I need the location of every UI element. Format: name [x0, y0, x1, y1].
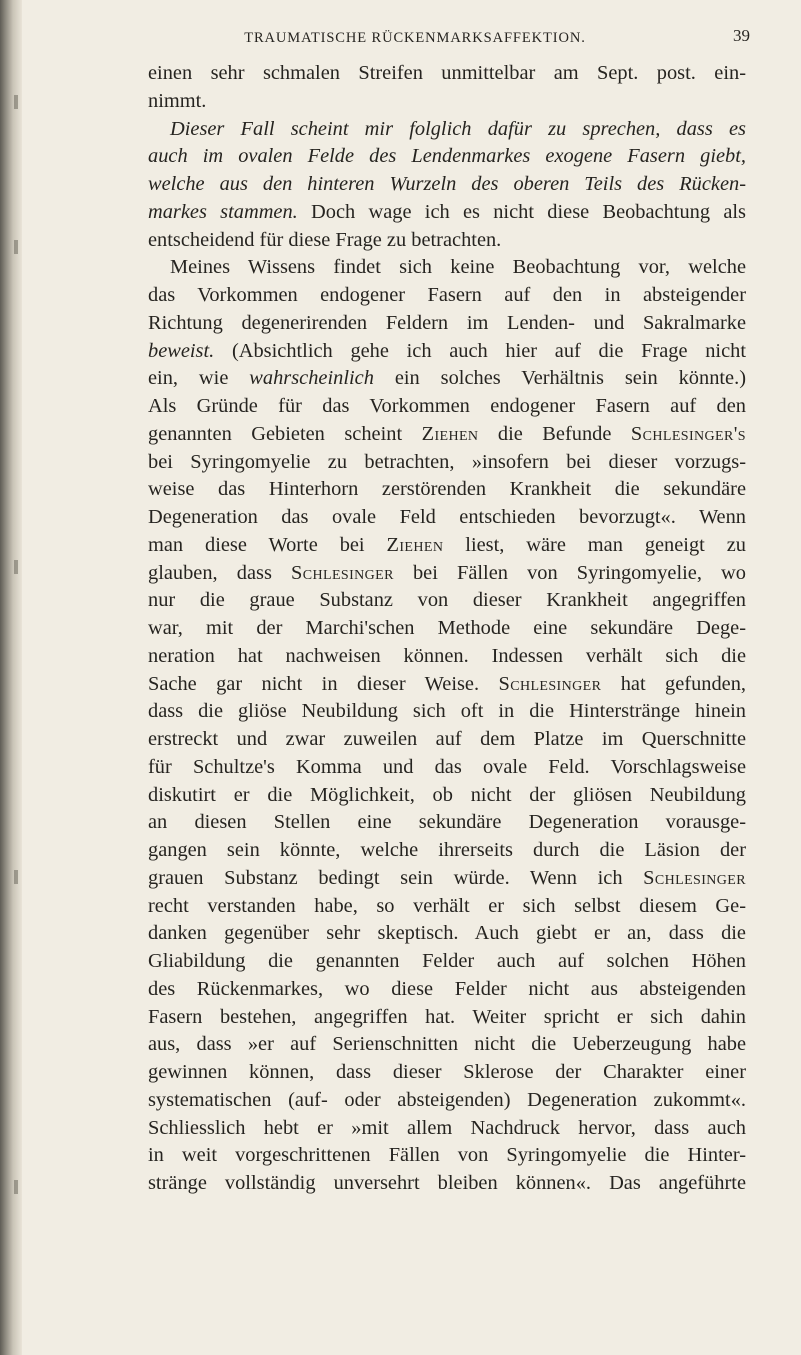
text-line: glauben, dass Schlesinger bei Fällen von Syringomyelie, wo: [148, 561, 746, 584]
text-line: entscheidend für diese Frage zu betrachten.: [148, 228, 502, 251]
text-line: einen sehr schmalen Streifen unmittelbar am Sept. post. ein-: [148, 62, 746, 84]
text-line: danken gegenüber sehr skeptisch. Auch giebt er an, dass die: [148, 922, 746, 945]
text-line: genannten Gebieten scheint Ziehen die Befunde Schlesinger's: [148, 422, 746, 445]
text-line: war, mit der Marchi'schen Methode eine sekundäre Dege-: [148, 617, 746, 639]
body-text: [148, 60, 746, 1198]
text-line: gewinnen können, dass dieser Sklerose der Charakter einer: [148, 1061, 746, 1083]
binding-mark: [14, 1180, 18, 1194]
binding-mark: [14, 560, 18, 574]
text-line: auch im ovalen Felde des Lendenmarkes exogene Fasern giebt,: [148, 145, 746, 168]
text-line: in weit vorgeschrittenen Fällen von Syringomyelie die Hinter-: [148, 1144, 746, 1167]
text-line: aus, dass »er auf Serienschnitten nicht die Ueberzeugung habe: [148, 1033, 746, 1056]
text-line: neration hat nachweisen können. Indessen verhält sich die: [148, 644, 746, 667]
book-binding-edge: [0, 0, 22, 1355]
text-line: welche aus den hinteren Wurzeln des oberen Teils des Rücken-: [148, 173, 746, 195]
text-line: Meines Wissens findet sich keine Beobachtung vor, welche: [170, 256, 746, 279]
text-line: Sache gar nicht in dieser Weise. Schlesinger hat gefunden,: [148, 672, 746, 695]
text-line: Richtung degenerirenden Feldern im Lenden- und Sakralmarke: [148, 311, 746, 334]
text-line: an diesen Stellen eine sekundäre Degeneration vorausge-: [148, 811, 746, 834]
text-line: recht verstanden habe, so verhält er sich selbst diesem Ge-: [148, 894, 746, 917]
page-number: 39: [733, 26, 750, 45]
binding-mark: [14, 95, 18, 109]
text-line: grauen Substanz bedingt sein würde. Wenn ich Schlesinger: [148, 866, 746, 889]
text-line: beweist. (Absichtlich gehe ich auch hier auf die Frage nicht: [148, 339, 746, 362]
text-line: nimmt.: [148, 89, 207, 112]
text-line: weise das Hinterhorn zerstörenden Krankheit die sekundäre: [148, 478, 746, 501]
text-line: Schliesslich hebt er »mit allem Nachdruck hervor, dass auch: [148, 1116, 746, 1139]
text-line: ein, wie wahrscheinlich ein solches Verhältnis sein könnte.): [148, 367, 746, 390]
text-line: dass die gliöse Neubildung sich oft in die Hinterstränge hinein: [148, 700, 746, 723]
text-line: Gliabildung die genannten Felder auch auf solchen Höhen: [148, 950, 746, 972]
text-line: erstreckt und zwar zuweilen auf dem Platze im Querschnitte: [148, 728, 746, 750]
binding-mark: [14, 240, 18, 254]
page-header: [110, 22, 750, 52]
running-title: TRAUMATISCHE RÜCKENMARKSAFFEKTION.: [244, 30, 586, 46]
text-line: gangen sein könnte, welche ihrerseits durch die Läsion der: [148, 839, 746, 861]
text-line: stränge vollständig unversehrt bleiben können«. Das angeführte: [148, 1172, 746, 1194]
text-line: Als Gründe für das Vorkommen endogener Fasern auf den: [148, 395, 746, 417]
text-line: Degeneration das ovale Feld entschieden bevorzugt«. Wenn: [148, 506, 746, 528]
text-line: Fasern bestehen, angegriffen hat. Weiter spricht er sich dahin: [148, 1005, 746, 1028]
text-line: des Rückenmarkes, wo diese Felder nicht aus absteigenden: [148, 977, 746, 1000]
text-line: bei Syringomyelie zu betrachten, »insofern bei dieser vorzugs-: [148, 450, 746, 473]
binding-mark: [14, 870, 18, 884]
text-line: Dieser Fall scheint mir folglich dafür zu sprechen, dass es: [170, 117, 746, 140]
text-line: das Vorkommen endogener Fasern auf den in absteigender: [148, 284, 746, 306]
text-line: man diese Worte bei Ziehen liest, wäre man geneigt zu: [148, 533, 746, 556]
text-line: diskutirt er die Möglichkeit, ob nicht der gliösen Neubildung: [148, 783, 746, 806]
text-line: markes stammen. Doch wage ich es nicht diese Beobachtung als: [148, 200, 746, 223]
text-line: systematischen (auf- oder absteigenden) Degeneration zukommt«.: [148, 1088, 746, 1111]
text-line: nur die graue Substanz von dieser Krankheit angegriffen: [148, 589, 746, 612]
text-line: für Schultze's Komma und das ovale Feld. Vorschlagsweise: [148, 755, 746, 778]
